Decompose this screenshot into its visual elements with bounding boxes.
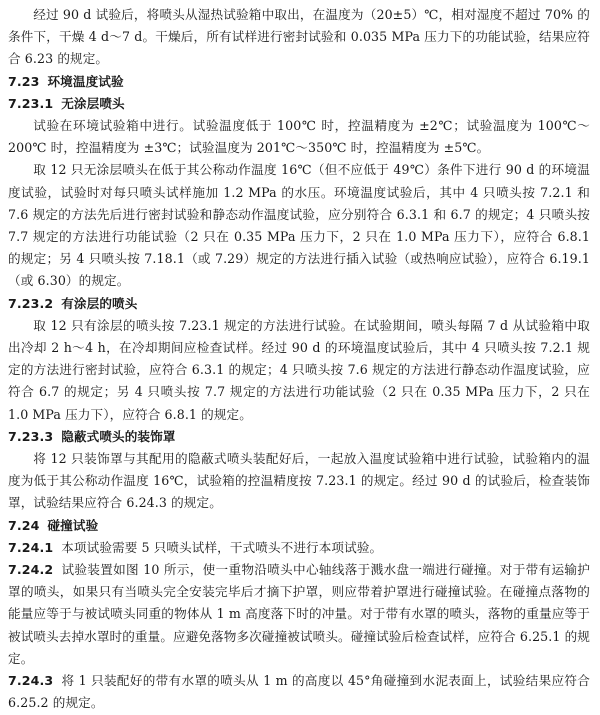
section-title: 无涂层喷头 [61,95,125,111]
clause-text: 本项试验需要 5 只喷头试样，干式喷头不进行本项试验。 [61,539,383,555]
section-heading-7-23-1 [8,93,590,115]
paragraph-uncoated-procedure: 取 12 只无涂层喷头在低于其公称动作温度 16℃（但不应低于 49℃）条件下进行 90 d 的环境温度试验，试验时对每只喷头试样施加 1.2 MPa 的水压。环境温度试验后，其中 4 只喷头按 7.2.1 和 7.6 规定的方法先后进行密封试验和静态动作温度试验，应分别符合 6.3.1 和 6.7 的规定；4 只喷头按 7.7 规定的方法进行功能试验（2 只在 0.35 MPa 压力下，2 只在 1.0 MPa 压力下），应符合 6.8.1 的规定；另 4 只喷头按 7.18.1（或 7.29）规定的方法进行插入试验（或热响应试验），应符合 6.19.1（或 6.30）的规定。 [8,162,590,289]
clause-number: 7.24.3 [8,673,54,689]
paragraph-concealed-cover: 将 12 只装饰罩与其配用的隐蔽式喷头装配好后，一起放入温度试验箱中进行试验，试验箱内的温度为低于其公称动作温度 16℃，试验箱的控温精度按 7.23.1 的规定。经过 90 d 的试验后，检查装饰罩，试验结果应符合 6.24.3 的规定。 [8,451,590,511]
section-heading-7-24 [8,515,590,537]
section-title: 隐蔽式喷头的装饰罩 [61,428,176,444]
section-title: 环境温度试验 [47,73,124,89]
section-number: 7.23.3 [8,428,54,444]
section-heading-7-23-3 [8,426,590,448]
clause-7-24-2 [8,559,590,670]
clause-text: 将 1 只装配好的带有水罩的喷头从 1 m 的高度以 45°角碰撞到水泥表面上，试验结果应符合 6.25.2 的规定。 [8,673,590,711]
section-heading-7-23 [8,71,590,93]
paragraph-coated-procedure: 取 12 只有涂层的喷头按 7.23.1 规定的方法进行试验。在试验期间，喷头每隔 7 d 从试验箱中取出冷却 2 h～4 h，在冷却期间应检查试样。经过 90 d 的环境温度试验后，其中 4 只喷头按 7.2.1 规定的方法进行密封试验，应符合 6.3.1 的规定；4 只喷头按 7.6 规定的方法进行静态动作温度试验，应符合 6.7 的规定；另 4 只喷头按 7.7 规定的方法进行功能试验（2 只在 0.35 MPa 压力下，2 只在 1.0 MPa 压力下），应符合 6.8.1 的规定。 [8,317,590,422]
paragraph-temperature-accuracy: 试验在环境试验箱中进行。试验温度低于 100℃ 时，控温精度为 ±2℃；试验温度为 100℃～200℃ 时，控温精度为 ±3℃；试验温度为 201℃～350℃ 时，控温精度为 ±5℃。 [8,118,590,156]
section-title: 有涂层的喷头 [61,295,138,311]
section-number: 7.24 [8,517,40,533]
section-number: 7.23 [8,73,40,89]
section-heading-7-23-2 [8,293,590,315]
clause-number: 7.24.2 [8,562,54,578]
section-number: 7.23.1 [8,95,54,111]
clause-7-24-1 [8,537,590,559]
section-number: 7.23.2 [8,295,54,311]
section-title: 碰撞试验 [47,517,99,533]
paragraph-humid-drying: 经过 90 d 试验后，将喷头从湿热试验箱中取出，在温度为（20±5）℃，相对湿度不超过 70% 的条件下，干燥 4 d～7 d。干燥后，所有试样进行密封试验和 0.035 MPa 压力下的功能试验，结果应符合 6.23 的规定。 [8,7,590,67]
clause-7-24-3 [8,670,590,714]
clause-text: 试验装置如图 10 所示，使一重物沿喷头中心轴线落于溅水盘一端进行碰撞。对于带有运输护罩的喷头，如果只有当喷头完全安装完毕后才摘下护罩，则应带着护罩进行碰撞试验。在碰撞点落物的能量应等于与被试喷头同重的物体从 1 m 高度落下时的冲量。对于带有水罩的喷头，落物的重量应等于被试喷头去掉水罩时的重量。应避免落物多次碰撞被试喷头。碰撞试验后检查试样，应符合 6.25.1 的规定。 [8,562,590,666]
clause-number: 7.24.1 [8,539,54,555]
